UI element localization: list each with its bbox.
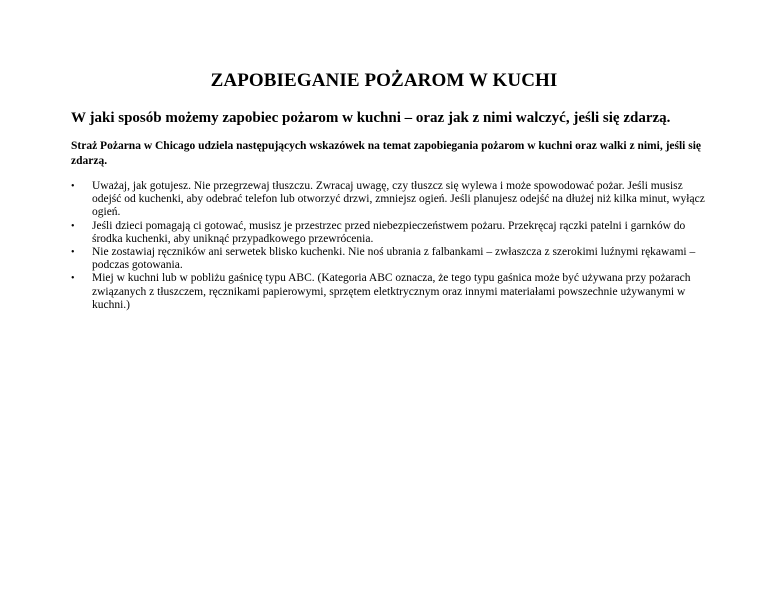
list-item bbox=[71, 246, 711, 272]
intro-paragraph: Straż Pożarna w Chicago udziela następujących wskazówek na temat zapobiegania pożarom w kuchni oraz walki z nimi, jeśli się zdarzą. bbox=[71, 140, 702, 167]
list-item-text: Miej w kuchni lub w pobliżu gaśnicę typu ABC. (Kategoria ABC oznacza, że tego typu gaśnica może być używana przy pożarach związanych z tłuszczem, ręcznikami papierowymi, sprzętem eletktrycznym oraz innymi materiałami powszechnie używanymi w kuchni.) bbox=[92, 272, 691, 311]
document-subtitle: W jaki sposób możemy zapobiec pożarom w kuchni – oraz jak z nimi walczyć, jeśli się zdarzą. bbox=[71, 110, 671, 126]
bullet-icon: • bbox=[71, 181, 75, 192]
bullet-icon: • bbox=[71, 220, 75, 232]
list-item bbox=[71, 180, 711, 220]
document-title: ZAPOBIEGANIE POŻAROM W KUCHI bbox=[210, 70, 558, 91]
list-item-text: Uważaj, jak gotujesz. Nie przegrzewaj tłuszczu. Zwracaj uwagę, czy tłuszcz się wylewa i może spowodować pożar. Jeśli musisz odejść od kuchenki, aby odebrać telefon lub otworzyć drzwi, zmniejsz ogień. Jeśli planujesz odejść na dłużej niż kilka minut, wyłącz ogień. bbox=[92, 180, 705, 219]
list-item-text: Nie zostawiaj ręczników ani serwetek blisko kuchenki. Nie noś ubrania z falbankami – zwłaszcza z szerokimi luźnymi rękawami – podczas gotowania. bbox=[92, 246, 696, 272]
list-item bbox=[71, 220, 711, 246]
list-item bbox=[71, 272, 711, 312]
list-item-text: Jeśli dzieci pomagają ci gotować, musisz je przestrzec przed niebezpieczeństwem pożaru. Przekręcaj rączki patelni i garnków do środka kuchenki, aby uniknąć przypadkowego przewrócenia. bbox=[92, 219, 686, 245]
bullet-icon: • bbox=[71, 273, 75, 285]
tips-list bbox=[71, 180, 711, 312]
bullet-icon: • bbox=[71, 247, 75, 259]
